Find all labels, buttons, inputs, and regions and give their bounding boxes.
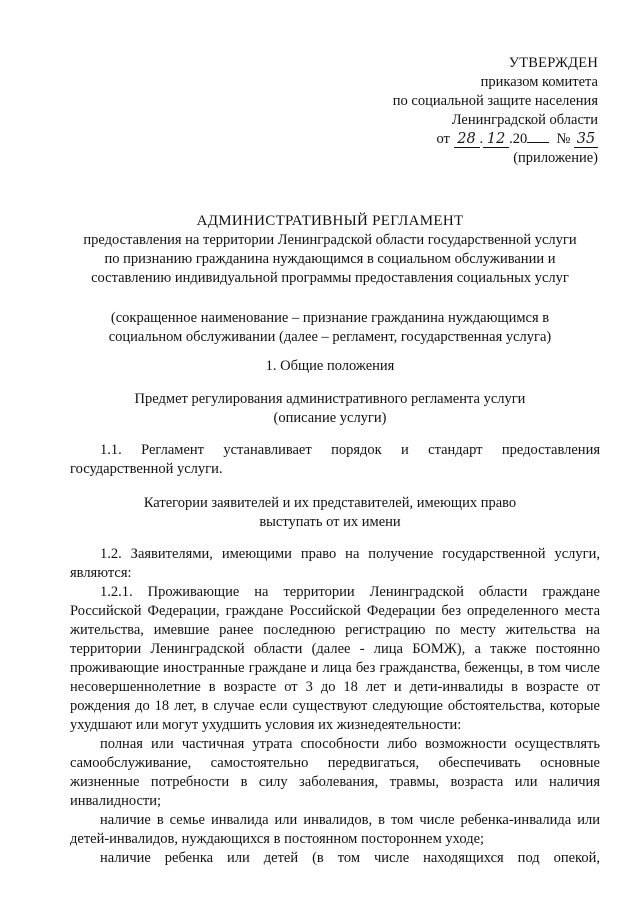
handwritten-day: 28 [454,132,480,148]
year-blank [527,142,549,143]
approval-appendix: (приложение) [513,150,598,166]
approval-title: УТВЕРЖДЕН [508,55,598,71]
date-sep-1: . [479,131,484,147]
document-subtitle [60,231,600,288]
paragraph-1-2-1: 1.2.1. Проживающие на территории Ленинградской области граждане Российской Федерации, граждане Российской Федерации без определенного места жительства, имевшие ранее последнюю регистрацию по месту жительства на территории Ленинградской области (далее - лица БОМЖ), а также постоянно проживающие иностранные граждане и лица без гражданства, беженцы, в том числе несовершеннолетние в возрасте от 3 до 18 лет и дети-инвалиды в возрасте от рождения до 18 лет, в случае если существуют следующие обстоятельства, которые ухудшают или могут ухудшить условия их жизнедеятельности: [70,584,600,733]
paragraph: 1.1. Регламент устанавливает порядок и стандарт предоставления государственной услуги. [70,442,600,477]
paragraph-condition-1: полная или частичная утрата способности либо возможности осуществлять самообслуживание, самостоятельно передвигаться, обеспечивать основные жизненные потребности в силу заболевания, травмы, возраста или наличия инвалидности; [70,736,600,809]
document-title: АДМИНИСТРАТИВНЫЙ РЕГЛАМЕНТ [196,213,464,229]
number-label: № [556,131,571,147]
subject-line: Предмет регулирования административного регламента услуги [134,391,526,407]
date-sep-2: .20 [509,131,528,147]
approval-date-line [298,130,598,149]
approval-line-3: Ленинградской области [451,112,598,128]
approval-line-1: приказом комитета [480,74,598,90]
categories-line: Категории заявителей и их представителей, имеющих право [143,495,517,511]
categories-line: выступать от их имени [259,514,401,530]
subject-line: (описание услуги) [273,410,387,426]
categories-heading [60,494,600,532]
paragraph-condition-2: наличие в семье инвалида или инвалидов, в том числе ребенка-инвалида или детей-инвалидов, нуждающихся в постоянном постороннем уходе; [70,812,600,847]
paragraph-condition-3: наличие ребенка или детей (в том числе находящихся под опекой, [100,850,600,866]
handwritten-month: 12 [483,132,509,148]
short-name [60,309,600,347]
handwritten-number: 35 [574,132,598,148]
applicants-text [70,545,600,868]
approval-stamp [298,54,598,168]
section-heading: 1. Общие положения [265,358,395,374]
subtitle-line: предоставления на территории Ленинградской области государственной услуги [83,232,577,248]
subtitle-line: по признанию гражданина нуждающимся в социальном обслуживании и [104,251,556,267]
subject-heading [60,390,600,428]
short-name-line: (сокращенное наименование – признание гражданина нуждающимся в [110,310,550,326]
paragraph-1-2: 1.2. Заявителями, имеющими право на получение государственной услуги, являются: [70,546,600,581]
paragraph-1-1 [70,441,600,479]
from-label: от [436,131,450,147]
approval-line-2: по социальной защите населения [392,93,598,109]
short-name-line: социальном обслуживании (далее – регламент, государственная услуга) [108,329,552,345]
subtitle-line: составлению индивидуальной программы предоставления социальных услуг [91,270,569,286]
